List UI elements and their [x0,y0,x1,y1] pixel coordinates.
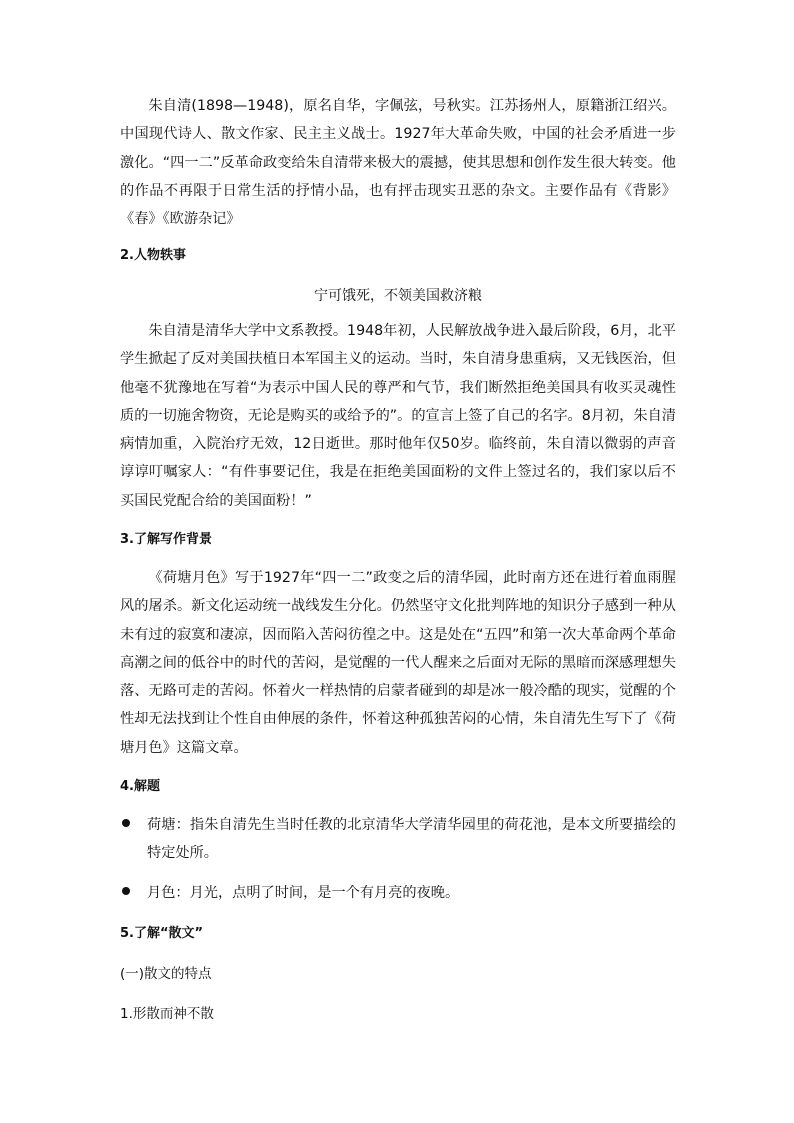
bullet-text: 荷塘：指朱自清先生当时任教的北京清华大学清华园里的荷花池，是本文所要描绘的特定处所。 [147,817,676,862]
anecdote-subtitle: 宁可饿死，不领美国救济粮 [314,288,482,304]
section-heading-anecdote: 2.人物轶事 [120,248,186,263]
section-heading-background: 3.了解写作背景 [120,532,212,547]
bullet-text: 月色：月光，点明了时间，是一个有月亮的夜晚。 [147,885,460,901]
prose-point-1: 1.形散而神不散 [120,1006,214,1022]
section-heading-title-explanation: 4.解题 [120,779,160,794]
background-paragraph: 《荷塘月色》写于1927年“四一二”政变之后的清华园，此时南方还在进行着血雨腥风的屠杀。新文化运动统一战线发生分化。仍然坚守文化批判阵地的知识分子感到一种从未有过的寂寞和凄凉，因而陷入苦闷彷徨之中。这是处在“五四”和第一次大革命两个革命高潮之间的低谷中的时代的苦闷，是觉醒的一代人醒来之后面对无际的黑暗而深感理想失落、无路可走的苦闷。怀着火一样热情的启蒙者碰到的却是冰一般冷酷的现实，觉醒的个性却无法找到让个性自由伸展的条件，怀着这种孤独苦闷的心情，朱自清先生写下了《荷塘月色》这篇文章。 [120,570,676,756]
anecdote-paragraph: 朱自清是清华大学中文系教授。1948年初，人民解放战争进入最后阶段，6月，北平学生掀起了反对美国扶植日本军国主义的运动。当时，朱自清身患重病，又无钱医治，但他毫不犹豫地在写着“为表示中国人民的尊严和气节，我们断然拒绝美国具有收买灵魂性质的一切施舍物资，无论是购买的或给予的”。的宣言上签了自己的名字。8月初，朱自清病情加重，入院治疗无效，12日逝世。那时他年仅50岁。临终前，朱自清以微弱的声音谆谆叮嘱家人：“有件事要记住，我是在拒绝美国面粉的文件上签过名的，我们家以后不买国民党配合给的美国面粉！” [120,323,676,509]
prose-subheading-features: (一)散文的特点 [120,966,212,982]
intro-paragraph: 朱自清(1898—1948)，原名自华，字佩弦，号秋实。江苏扬州人，原籍浙江绍兴。中国现代诗人、散文作家、民主主义战士。1927年大革命失败，中国的社会矛盾进一步激化。“四一二”反革命政变给朱自清带来极大的震撼，使其思想和创作发生很大转变。他的作品不再限于日常生活的抒情小品，也有抨击现实丑恶的杂文。主要作品有《背影》《春》《欧游杂记》 [120,98,676,228]
bullet-dot-icon [122,887,130,895]
bullet-dot-icon [122,819,130,827]
section-heading-prose: 5.了解“散文” [120,926,204,941]
